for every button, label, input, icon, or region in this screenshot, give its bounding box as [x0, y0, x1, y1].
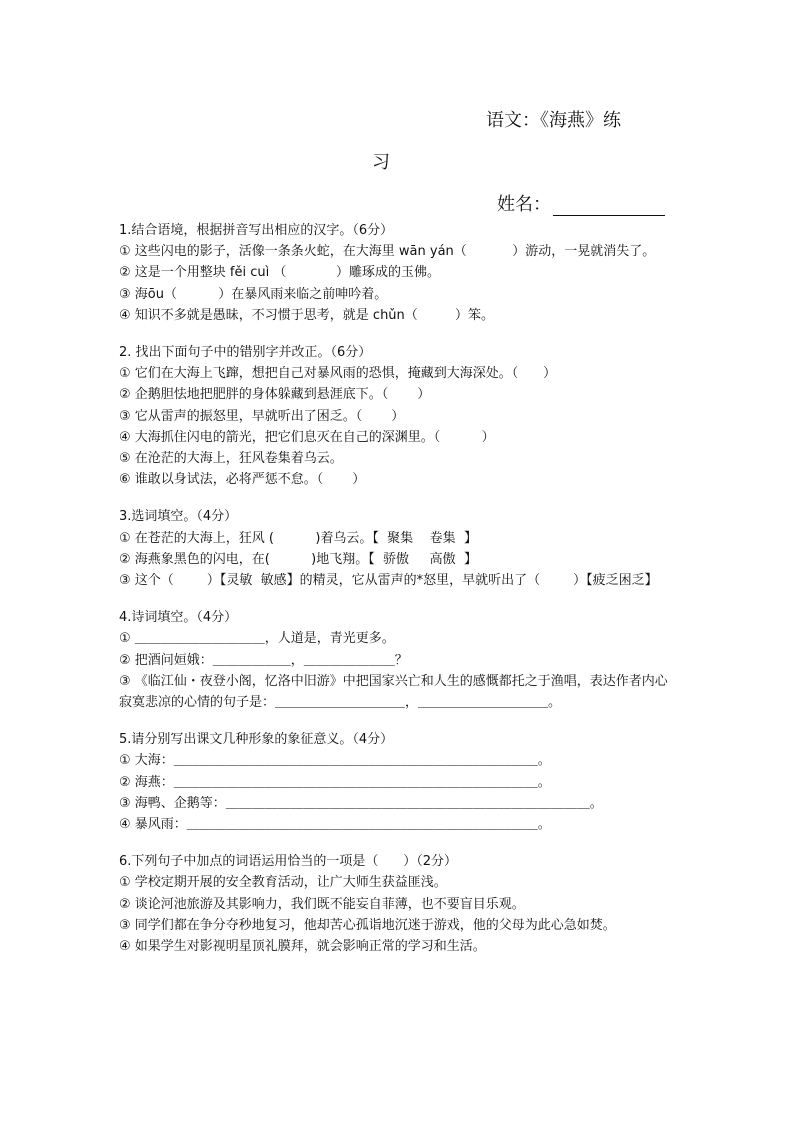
question-6-item: ① 学校定期开展的安全教育活动，让广大师生获益匪浅。: [119, 875, 447, 891]
question-1-item: ③ 海ōu（ ）在暴风雨来临之前呻吟着。: [119, 286, 388, 302]
question-1-item: ④ 知识不多就是愚昧，不习惯于思考，就是 chǔn（ ）笨。: [119, 307, 494, 323]
question-3-item: ③ 这个（ ）【灵敏 敏感】的精灵，它从雷声的*怒里，早就听出了（ ）【疲乏困乏】: [119, 573, 658, 589]
name-label: 姓名：: [497, 194, 551, 215]
name-blank-line: [553, 197, 665, 216]
question-2-item: ⑤ 在沧茫的大海上，狂风卷集着乌云。: [119, 451, 343, 467]
question-6-item: ③ 同学们都在争分夺秒地复习，他却苦心孤诣地沉迷于游戏，他的父母为此心急如焚。: [119, 917, 616, 933]
question-4-title: 4.诗词填空。（4分）: [119, 610, 238, 626]
question-5: [119, 729, 679, 835]
question-1: [119, 220, 679, 326]
question-2-item: ④ 大海抓住闪电的箭光，把它们息灭在自己的深渊里。（ ）: [119, 429, 495, 445]
question-4-item: ① ＿＿＿＿＿＿＿＿＿＿，人道是，青光更多。: [119, 631, 395, 647]
question-1-item: ② 这是一个用整块 fěi cuì （ ）雕琢成的玉佛。: [119, 265, 440, 281]
question-6-title: 6.下列句子中加点的词语运用恰当的一项是（ ）（2分）: [119, 854, 457, 870]
question-2: [119, 342, 679, 490]
question-3-item: ① 在苍茫的大海上，狂风 ( )着乌云。【 聚集 卷集 】: [119, 530, 477, 546]
question-5-title: 5.请分别写出课文几种形象的象征意义。（4分）: [119, 732, 394, 748]
question-6-item: ④ 如果学生对影视明星顶礼膜拜，就会影响正常的学习和生活。: [119, 939, 486, 955]
question-2-item: ③ 它从雷声的振怒里，早就听出了困乏。（ ）: [119, 408, 405, 424]
question-3-item: ② 海燕象黑色的闪电，在( )地飞翔。【 骄傲 高傲 】: [119, 551, 477, 567]
title-line-1: 语文：《海燕》练: [486, 110, 621, 131]
question-5-item: ② 海燕：＿＿＿＿＿＿＿＿＿＿＿＿＿＿＿＿＿＿＿＿＿＿＿＿＿＿＿＿。: [119, 774, 551, 790]
name-field: [497, 190, 665, 216]
question-4-item: ② 把酒问姮娥：＿＿＿＿＿＿，＿＿＿＿＿＿＿？: [119, 652, 408, 668]
question-6: [119, 851, 679, 957]
question-5-item: ④ 暴风雨：＿＿＿＿＿＿＿＿＿＿＿＿＿＿＿＿＿＿＿＿＿＿＿＿＿＿＿。: [119, 817, 551, 833]
question-1-title: 1.结合语境，根据拼音写出相应的汉字。（6分）: [119, 223, 394, 238]
question-2-item: ⑥ 谁敢以身试法，必将严惩不怠。（ ）: [119, 472, 366, 488]
question-4: [119, 607, 679, 713]
question-2-item: ① 它们在大海上飞蹿，想把自己对暴风雨的恐惧，掩藏到大海深处。（ ）: [119, 366, 557, 382]
questions: [119, 220, 679, 973]
title-line-2: 习: [372, 152, 390, 173]
question-3: [119, 506, 679, 591]
question-2-item: ② 企鹅胆怯地把肥胖的身体躲藏到悬涯底下。（ ）: [119, 387, 431, 403]
question-3-title: 3.选词填空。（4分）: [119, 509, 238, 525]
question-5-item: ③ 海鸭、企鹅等：＿＿＿＿＿＿＿＿＿＿＿＿＿＿＿＿＿＿＿＿＿＿＿＿＿＿＿＿。: [119, 795, 603, 811]
question-4-item: ③ 《临江仙・夜登小阁，忆洛中旧游》中把国家兴亡和人生的感慨都托之于渔唱，表达作者内心寂寞悲凉的心情的句子是：＿＿＿＿＿＿＿＿＿＿，＿＿＿＿＿＿＿＿＿＿。: [119, 673, 668, 711]
question-2-title: 2. 找出下面句子中的错别字并改正。（6分）: [119, 345, 372, 361]
question-5-item: ① 大海：＿＿＿＿＿＿＿＿＿＿＿＿＿＿＿＿＿＿＿＿＿＿＿＿＿＿＿＿。: [119, 753, 551, 769]
question-1-item: ① 这些闪电的影子，活像一条条火蛇，在大海里 wān yán（ ）游动，一晃就消失了。: [119, 244, 656, 260]
question-6-item: ② 谈论河池旅游及其影响力，我们既不能妄自菲薄，也不要盲目乐观。: [119, 896, 525, 912]
